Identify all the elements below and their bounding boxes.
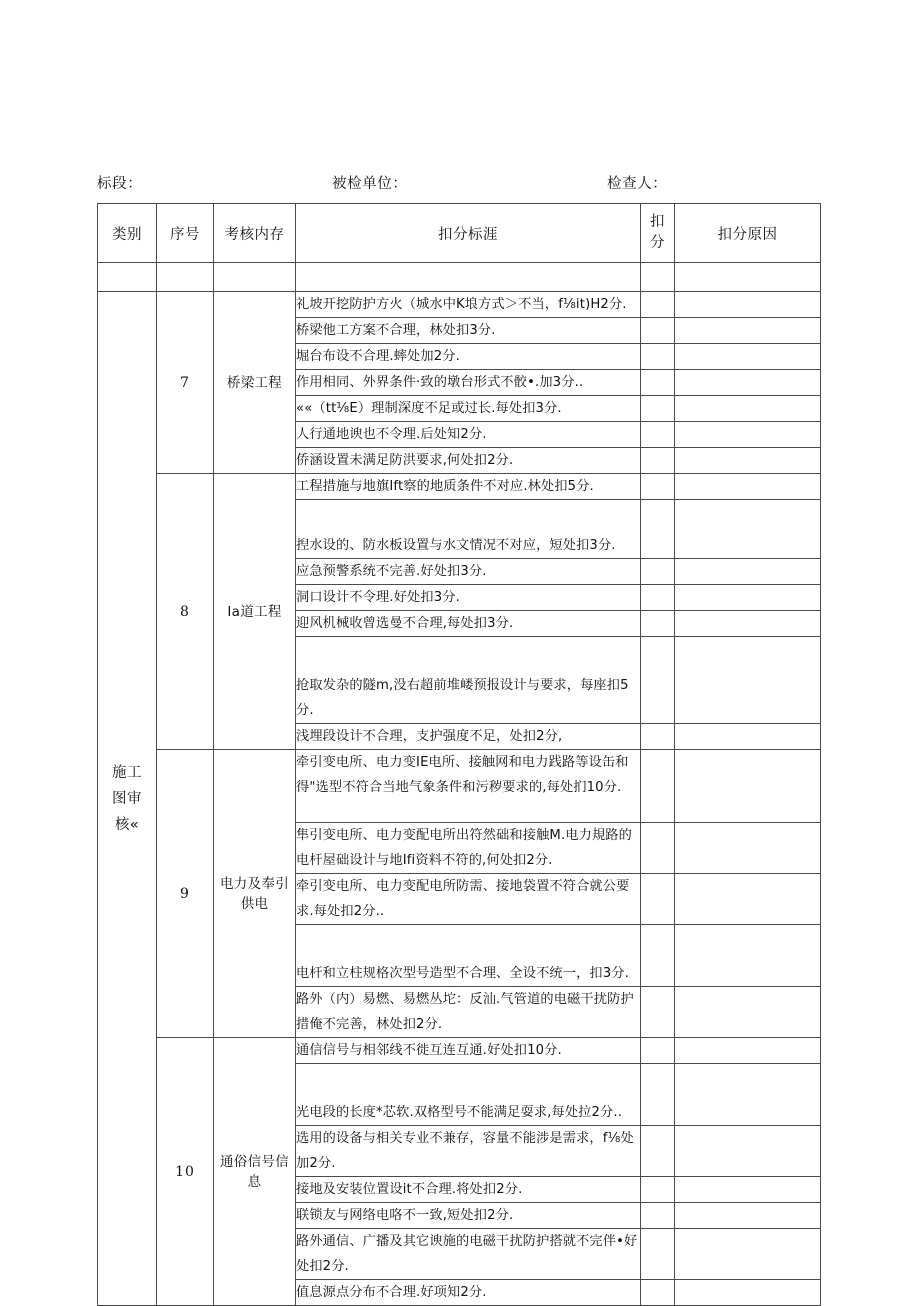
criteria-cell: 通信信号与相邻线不徙互连互通.好处扣10分. <box>296 1038 641 1064</box>
points-entry-cell[interactable] <box>641 1064 675 1126</box>
reason-entry-cell[interactable] <box>675 1064 821 1126</box>
reason-entry-cell[interactable] <box>675 874 821 925</box>
reason-entry-cell[interactable] <box>675 585 821 611</box>
criteria-cell: 作用相同、外界条件·致的墩台形式不骹•.加3分.. <box>296 370 641 396</box>
reason-entry-cell[interactable] <box>675 987 821 1038</box>
points-entry-cell[interactable] <box>641 925 675 987</box>
criteria-cell: 侨涵设置未满足防洪要求,何处扣2分. <box>296 448 641 474</box>
points-entry-cell[interactable] <box>641 474 675 500</box>
points-entry-cell[interactable] <box>641 823 675 874</box>
points-entry-cell[interactable] <box>641 559 675 585</box>
criteria-cell: 路外通信、广播及其它谀施的电磁干扰防护搭就不完伴•好处扣2分. <box>296 1229 641 1280</box>
reason-entry-cell[interactable] <box>675 474 821 500</box>
inspection-criteria-table <box>97 203 821 1306</box>
reason-entry-cell[interactable] <box>675 724 821 750</box>
reason-entry-cell[interactable] <box>675 344 821 370</box>
points-entry-cell[interactable] <box>641 724 675 750</box>
points-entry-cell[interactable] <box>641 396 675 422</box>
category-cell <box>98 292 157 1306</box>
spacer-cell <box>296 263 641 292</box>
category-label-line: 图审 <box>112 790 142 807</box>
reason-entry-cell[interactable] <box>675 396 821 422</box>
seq-cell: 9 <box>157 750 214 1038</box>
criteria-cell: 联锁友与网络电咯不一致,短处扣2分. <box>296 1203 641 1229</box>
seq-cell: 8 <box>157 474 214 750</box>
criteria-cell: 应急预警系统不完善.好处扣3分. <box>296 559 641 585</box>
points-entry-cell[interactable] <box>641 637 675 724</box>
criteria-cell: 隼引变电所、电力变配电所出符然础和接触M.电力規路的电杆屋础设计与地Ifi资料不符的,何处扣2分. <box>296 823 641 874</box>
criteria-cell: ««（tt⅛E）理制深度不足或过长.每处扣3分. <box>296 396 641 422</box>
item-cell: 桥梁工程 <box>214 292 296 474</box>
points-entry-cell[interactable] <box>641 585 675 611</box>
criteria-cell: 路外（内）易燃、易燃丛坨：反汕.气管道的电磁干扰防护措俺不完善，林处扣2分. <box>296 987 641 1038</box>
criteria-cell: 光电段的长度*芯软.双格型号不能满足耍求,每处拉2分.. <box>296 1064 641 1126</box>
points-entry-cell[interactable] <box>641 1280 675 1306</box>
bid-section-label: 标段： <box>97 176 143 192</box>
item-cell: 电力及奉引供电 <box>214 750 296 1038</box>
header-reason: 扣分原因 <box>675 204 821 263</box>
table-spacer-row <box>98 263 821 292</box>
category-label-line: 核« <box>114 816 140 833</box>
seq-cell: 7 <box>157 292 214 474</box>
spacer-cell <box>675 263 821 292</box>
reason-entry-cell[interactable] <box>675 500 821 559</box>
reason-entry-cell[interactable] <box>675 1038 821 1064</box>
criteria-cell: 牵引变电所、电力变配电所防需、接地袋置不符合就公要求.每处扣2分.. <box>296 874 641 925</box>
spacer-cell <box>157 263 214 292</box>
reason-entry-cell[interactable] <box>675 823 821 874</box>
reason-entry-cell[interactable] <box>675 370 821 396</box>
points-entry-cell[interactable] <box>641 292 675 318</box>
table-header-row <box>98 204 821 263</box>
header-points-line2: 分 <box>650 235 665 251</box>
criteria-cell: 堀台布设不合理.蟀处加2分. <box>296 344 641 370</box>
points-entry-cell[interactable] <box>641 448 675 474</box>
criteria-cell: 揑水设的、防水板设置与水文情况不对应，短处扣3分. <box>296 500 641 559</box>
criteria-cell: 礼坡开挖防护方火（城水中K埌方式＞不当，f⅛it)H2分. <box>296 292 641 318</box>
points-entry-cell[interactable] <box>641 344 675 370</box>
header-seq: 序号 <box>157 204 214 263</box>
points-entry-cell[interactable] <box>641 1203 675 1229</box>
seq-cell: 10 <box>157 1038 214 1306</box>
reason-entry-cell[interactable] <box>675 448 821 474</box>
inspected-unit-label: 被检单位： <box>332 176 408 192</box>
points-entry-cell[interactable] <box>641 750 675 823</box>
header-points-line1: 扣 <box>650 214 665 230</box>
criteria-cell: 人行通地谀也不令理.后处知2分. <box>296 422 641 448</box>
criteria-cell: 牵引变电所、电力变IE电所、接触网和电力践路等设缶和得"选型不符合当地气象条件和污秽要求的,每处扪10分. <box>296 750 641 823</box>
form-meta-row <box>97 172 819 194</box>
criteria-cell: 浅埋段设计不合理，支护强度不足，处扣2分, <box>296 724 641 750</box>
points-entry-cell[interactable] <box>641 1038 675 1064</box>
criteria-cell: 电杆和立柱规格次型号造型不合理、全设不统一，扣3分. <box>296 925 641 987</box>
reason-entry-cell[interactable] <box>675 292 821 318</box>
reason-entry-cell[interactable] <box>675 637 821 724</box>
header-points <box>641 204 675 263</box>
points-entry-cell[interactable] <box>641 422 675 448</box>
table-row <box>98 292 821 318</box>
points-entry-cell[interactable] <box>641 1229 675 1280</box>
points-entry-cell[interactable] <box>641 318 675 344</box>
reason-entry-cell[interactable] <box>675 1177 821 1203</box>
table-row <box>98 474 821 500</box>
points-entry-cell[interactable] <box>641 611 675 637</box>
criteria-cell: 洞口设计不令理.好处扣3分. <box>296 585 641 611</box>
spacer-cell <box>214 263 296 292</box>
criteria-cell: 选用的设备与相关专业不兼存，容量不能涉是需求，f⅛处加2分. <box>296 1126 641 1177</box>
item-cell: 通俗信号信息 <box>214 1038 296 1306</box>
points-entry-cell[interactable] <box>641 874 675 925</box>
header-item: 考核内存 <box>214 204 296 263</box>
points-entry-cell[interactable] <box>641 1126 675 1177</box>
points-entry-cell[interactable] <box>641 987 675 1038</box>
spacer-cell <box>641 263 675 292</box>
spacer-cell <box>98 263 157 292</box>
reason-entry-cell[interactable] <box>675 925 821 987</box>
reason-entry-cell[interactable] <box>675 422 821 448</box>
reason-entry-cell[interactable] <box>675 1203 821 1229</box>
header-category: 类别 <box>98 204 157 263</box>
criteria-cell: 接地及安装位置设it不合理.将处扣2分. <box>296 1177 641 1203</box>
criteria-cell: 工程措施与地旗Ift察的地质条件不对应.林处扣5分. <box>296 474 641 500</box>
reason-entry-cell[interactable] <box>675 1229 821 1280</box>
reason-entry-cell[interactable] <box>675 750 821 823</box>
reason-entry-cell[interactable] <box>675 1280 821 1306</box>
criteria-cell: 迎风机械收曾选曼不合理,每处扣3分. <box>296 611 641 637</box>
points-entry-cell[interactable] <box>641 1177 675 1203</box>
criteria-cell: 抢取发杂的隧m,没右超前堆嵝预报设计与要求，每座扣5分. <box>296 637 641 724</box>
inspector-label: 检查人： <box>607 176 668 192</box>
reason-entry-cell[interactable] <box>675 559 821 585</box>
points-entry-cell[interactable] <box>641 500 675 559</box>
reason-entry-cell[interactable] <box>675 611 821 637</box>
table-row <box>98 750 821 823</box>
table-row <box>98 1038 821 1064</box>
criteria-cell: 值息源点分布不合理.好项知2分. <box>296 1280 641 1306</box>
reason-entry-cell[interactable] <box>675 1126 821 1177</box>
item-cell: Ia道工程 <box>214 474 296 750</box>
reason-entry-cell[interactable] <box>675 318 821 344</box>
header-criteria: 扣分标涯 <box>296 204 641 263</box>
category-label-line: 施工 <box>112 764 142 781</box>
criteria-cell: 桥梁他工方案不合理，林处扣3分. <box>296 318 641 344</box>
points-entry-cell[interactable] <box>641 370 675 396</box>
